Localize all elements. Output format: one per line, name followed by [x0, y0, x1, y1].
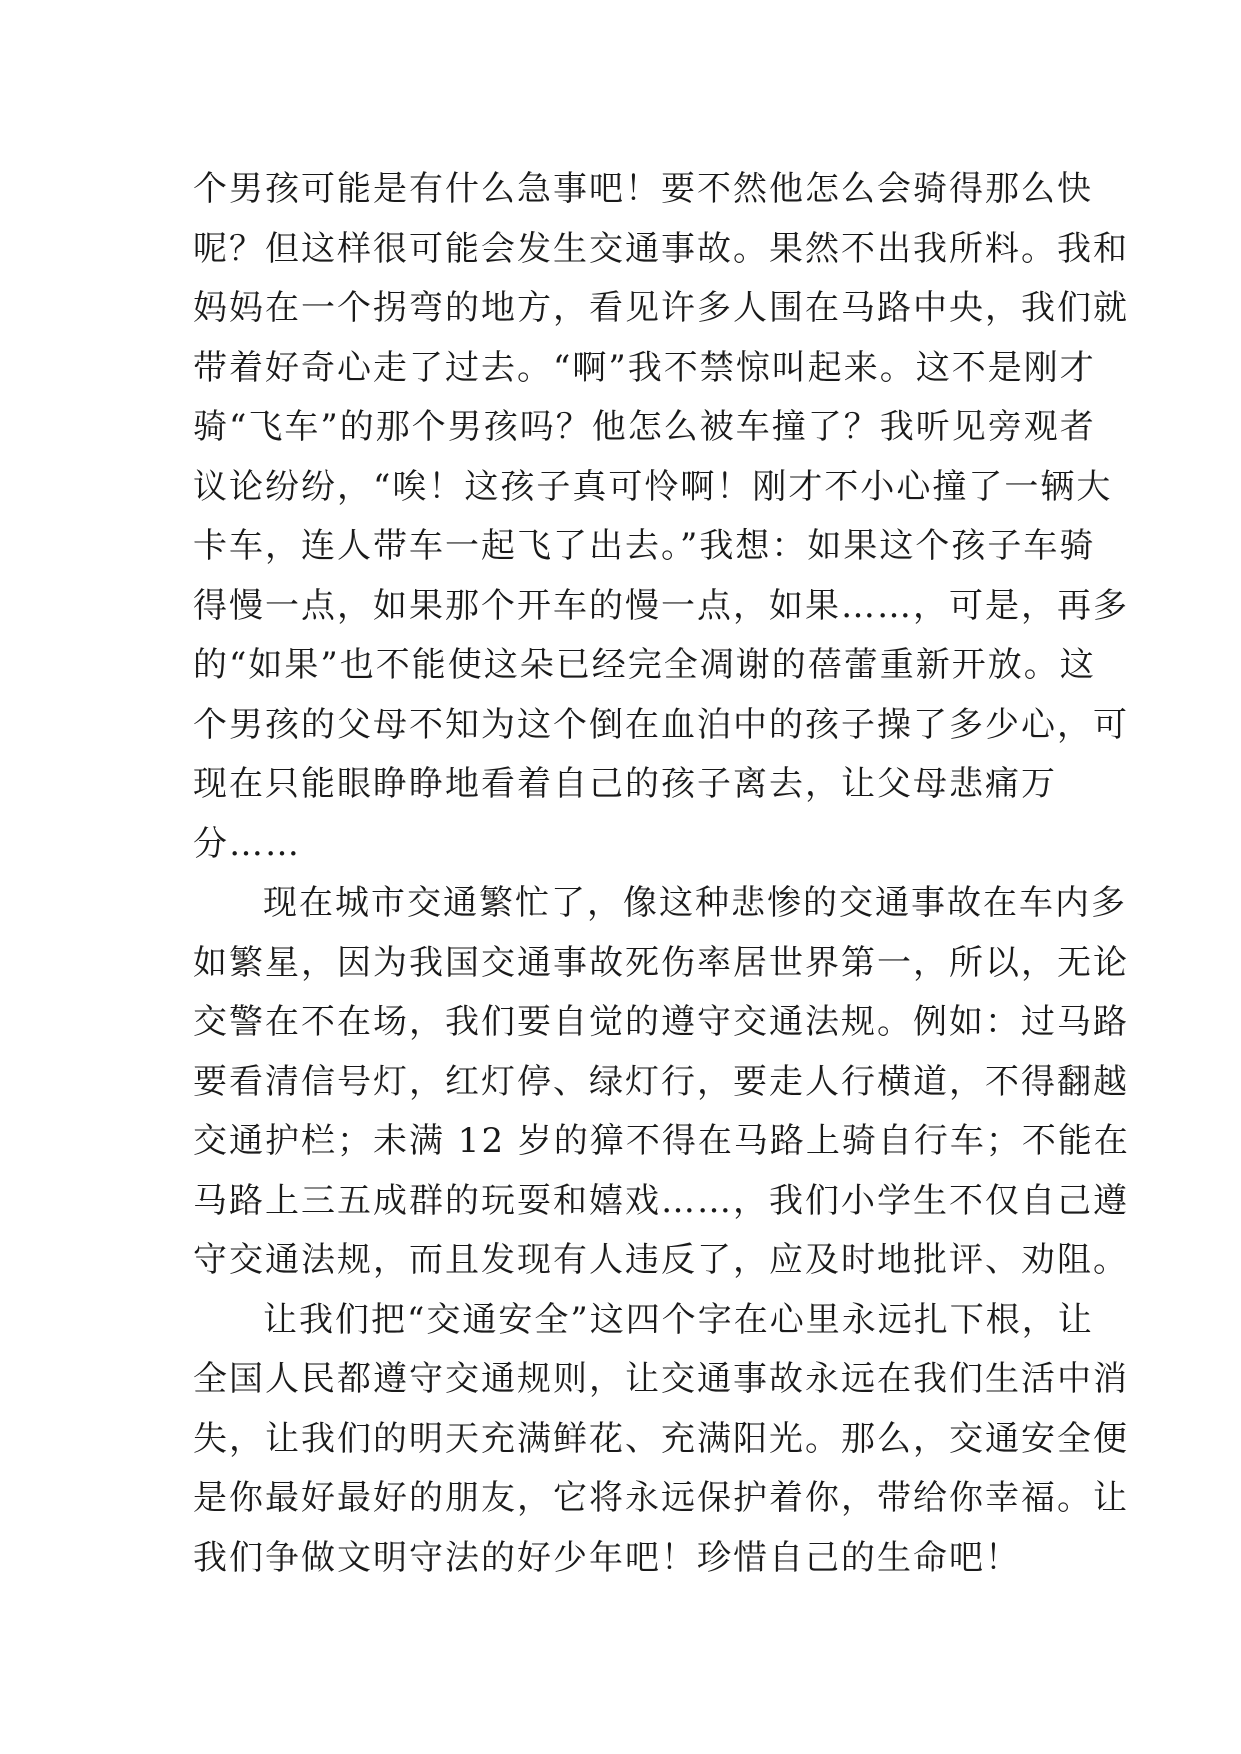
text-line: 妈妈在一个拐弯的地方，看见许多人围在马路中央，我们就 — [193, 288, 1129, 328]
text-line: 的“如果”也不能使这朵已经完全凋谢的蓓蕾重新开放。这 — [193, 645, 1096, 685]
text-line: 骑“飞车”的那个男孩吗？他怎么被车撞了？我听见旁观者 — [193, 407, 1096, 447]
text-line: 全国人民都遵守交通规则，让交通事故永远在我们生活中消 — [193, 1359, 1129, 1399]
text-line: 现在只能眼睁睁地看着自己的孩子离去，让父母悲痛万 — [193, 764, 1057, 804]
text-line: 我们争做文明守法的好少年吧！珍惜自己的生命吧！ — [193, 1537, 1021, 1578]
text-line: 守交通法规，而且发现有人违反了，应及时地批评、劝阻。 — [193, 1240, 1129, 1280]
text-line: 马路上三五成群的玩耍和嬉戏……，我们小学生不仅自己遵 — [193, 1180, 1129, 1221]
text-line: 交警在不在场，我们要自觉的遵守交通法规。例如：过马路 — [193, 1002, 1129, 1042]
text-line: 分…… — [193, 823, 301, 864]
text-line: 议论纷纷，“唉！这孩子真可怜啊！刚才不小心撞了一辆大 — [193, 466, 1113, 507]
paragraph-start-line: 让我们把“交通安全”这四个字在心里永远扎下根，让 — [263, 1299, 1094, 1340]
text-line: 带着好奇心走了过去。“啊”我不禁惊叫起来。这不是刚才 — [193, 347, 1096, 388]
essay-body — [193, 160, 1130, 1588]
text-line: 卡车，连人带车一起飞了出去。”我想：如果这个孩子车骑 — [193, 526, 1096, 566]
text-line: 个男孩的父母不知为这个倒在血泊中的孩子操了多少心，可 — [193, 704, 1129, 745]
text-line: 如繁星，因为我国交通事故死伤率居世界第一，所以，无论 — [193, 942, 1129, 983]
text-line: 是你最好最好的朋友，它将永远保护着你，带给你幸福。让 — [193, 1478, 1129, 1518]
text-line: 呢？但这样很可能会发生交通事故。果然不出我所料。我和 — [193, 228, 1129, 269]
text-line: 个男孩可能是有什么急事吧！要不然他怎么会骑得那么快 — [193, 169, 1093, 209]
text-line: 交通护栏；未满 12 岁的獐不得在马路上骑自行车；不能在 — [193, 1121, 1130, 1161]
text-line: 得慢一点，如果那个开车的慢一点，如果……，可是，再多 — [193, 585, 1129, 626]
text-line: 失，让我们的明天充满鲜花、充满阳光。那么，交通安全便 — [193, 1418, 1129, 1459]
paragraph-start-line: 现在城市交通繁忙了，像这种悲惨的交通事故在车内多 — [263, 883, 1127, 923]
text-line: 要看清信号灯，红灯停、绿灯行，要走人行横道，不得翻越 — [193, 1061, 1129, 1102]
